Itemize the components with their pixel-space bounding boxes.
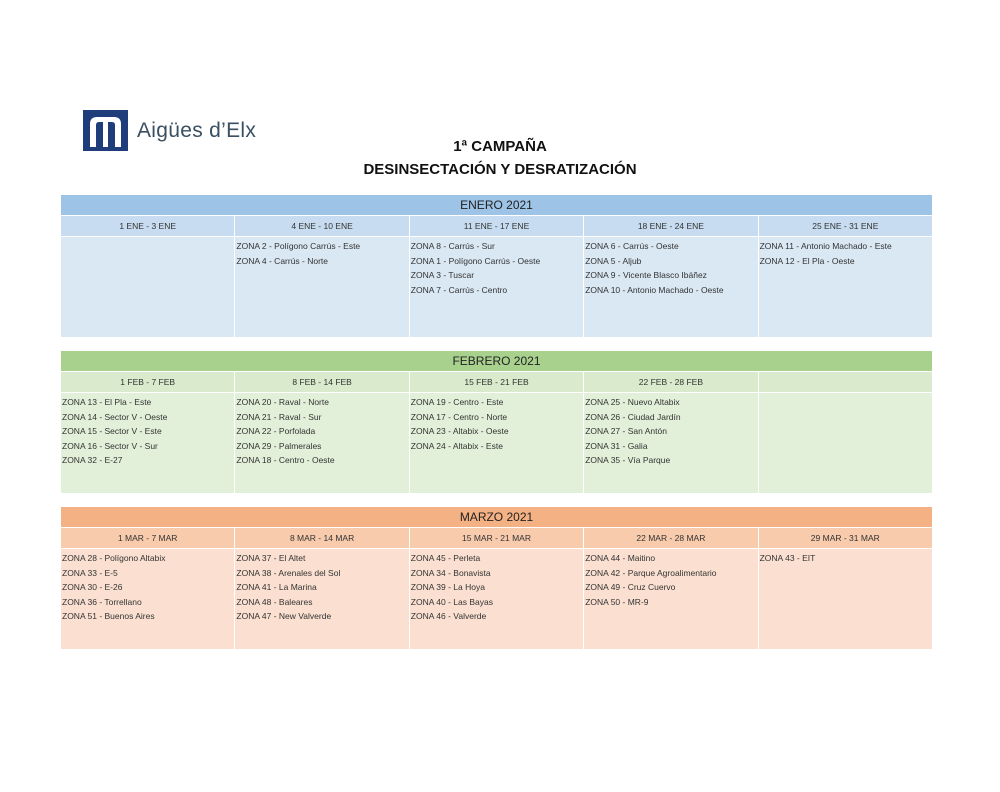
week-range: 1 ENE - 3 ENE: [61, 216, 234, 236]
zone-item: ZONA 35 - Vía Parque: [585, 455, 671, 466]
zone-item: ZONA 22 - Porfolada: [236, 426, 316, 437]
zone-row: [61, 237, 932, 337]
zone-item: ZONA 42 - Parque Agroalimentario: [585, 567, 717, 578]
week-header-row: [61, 372, 932, 392]
week-zone-list: [410, 393, 583, 493]
zone-item: ZONA 13 - El Pla - Este: [62, 397, 152, 407]
zone-item: ZONA 34 - Bonavista: [410, 567, 491, 578]
zone-item: ZONA 15 - Sector V - Este: [62, 426, 162, 437]
zone-item: ZONA 21 - Raval - Sur: [236, 411, 322, 422]
week-range: 15 FEB - 21 FEB: [410, 372, 583, 392]
zone-item: ZONA 49 - Cruz Cuervo: [585, 582, 676, 593]
week-zone-list: [759, 237, 932, 337]
zone-item: ZONA 9 - Vicente Blasco Ibáñez: [585, 270, 707, 281]
zone-item: ZONA 1 - Polígono Carrús - Oeste: [410, 255, 541, 266]
zone-item: ZONA 20 - Raval - Norte: [236, 397, 329, 407]
zone-item: ZONA 8 - Carrús - Sur: [410, 241, 495, 251]
zone-item: ZONA 48 - Baleares: [236, 596, 313, 607]
zone-item: ZONA 4 - Carrús - Norte: [236, 255, 329, 266]
zone-item: ZONA 11 - Antonio Machado - Este: [759, 241, 892, 251]
month-block-enero: [61, 195, 932, 337]
zone-item: ZONA 40 - Las Bayas: [410, 596, 493, 607]
zone-item: ZONA 24 - Altabix - Este: [410, 440, 503, 451]
zone-item: ZONA 39 - La Hoya: [410, 582, 485, 593]
campaign-title: 1ª CAMPAÑA: [453, 138, 547, 155]
week-zone-list: [759, 549, 932, 649]
zone-item: ZONA 19 - Centro - Este: [410, 397, 504, 407]
zone-row: [61, 549, 932, 649]
week-zone-list: [61, 393, 234, 493]
month-header: ENERO 2021: [61, 195, 932, 215]
zone-item: ZONA 7 - Carrús - Centro: [410, 284, 508, 295]
zone-item: ZONA 17 - Centro - Norte: [410, 411, 508, 422]
week-range: 22 MAR - 28 MAR: [584, 528, 757, 548]
zone-item: ZONA 31 - Galia: [585, 440, 648, 451]
week-range: [759, 372, 932, 392]
week-range: 15 MAR - 21 MAR: [410, 528, 583, 548]
week-zone-list: [61, 237, 234, 337]
zone-item: ZONA 36 - Torrellano: [62, 596, 142, 607]
zone-item: ZONA 6 - Carrús - Oeste: [585, 241, 679, 251]
week-zone-list: [235, 393, 408, 493]
zone-item: ZONA 16 - Sector V - Sur: [62, 440, 158, 451]
week-range: 1 FEB - 7 FEB: [61, 372, 234, 392]
month-block-marzo: [61, 507, 932, 649]
zone-item: ZONA 45 - Perleta: [410, 553, 481, 563]
zone-item: ZONA 28 - Polígono Altabix: [62, 553, 166, 563]
week-range: 18 ENE - 24 ENE: [584, 216, 757, 236]
zone-item: ZONA 38 - Arenales del Sol: [236, 567, 341, 578]
week-range: 25 ENE - 31 ENE: [759, 216, 932, 236]
zone-item: ZONA 26 - Ciudad Jardín: [585, 411, 681, 422]
zone-item: ZONA 25 - Nuevo Altabix: [585, 397, 680, 407]
week-zone-list: [410, 549, 583, 649]
zone-item: ZONA 18 - Centro - Oeste: [236, 455, 335, 466]
week-range: 22 FEB - 28 FEB: [584, 372, 757, 392]
zone-item: ZONA 30 - E-26: [62, 582, 123, 593]
week-zone-list: [235, 549, 408, 649]
zone-item: ZONA 46 - Valverde: [410, 611, 487, 622]
zone-item: ZONA 50 - MR-9: [585, 596, 649, 607]
zone-item: ZONA 44 - Maitino: [585, 553, 656, 563]
week-zone-list: [584, 549, 757, 649]
week-range: 4 ENE - 10 ENE: [235, 216, 408, 236]
week-range: 1 MAR - 7 MAR: [61, 528, 234, 548]
month-header: MARZO 2021: [61, 507, 932, 527]
zone-item: ZONA 10 - Antonio Machado - Oeste: [585, 284, 724, 295]
zone-item: ZONA 29 - Palmerales: [236, 440, 322, 451]
zone-item: ZONA 2 - Polígono Carrús - Este: [236, 241, 361, 251]
zone-item: ZONA 51 - Buenos Aires: [62, 611, 155, 622]
zone-item: ZONA 43 - EIT: [759, 553, 816, 563]
zone-item: ZONA 3 - Tuscar: [410, 270, 475, 281]
zone-row: [61, 393, 932, 493]
zone-item: ZONA 12 - El Pla - Oeste: [759, 255, 855, 266]
zone-item: ZONA 37 - El Altet: [236, 553, 306, 563]
week-zone-list: [235, 237, 408, 337]
month-header: FEBRERO 2021: [61, 351, 932, 371]
zone-item: ZONA 14 - Sector V - Oeste: [62, 411, 168, 422]
week-range: 29 MAR - 31 MAR: [759, 528, 932, 548]
zone-item: ZONA 32 - E-27: [62, 455, 123, 466]
week-zone-list: [584, 393, 757, 493]
zone-item: ZONA 47 - New Valverde: [236, 611, 332, 622]
week-range: 11 ENE - 17 ENE: [410, 216, 583, 236]
zone-item: ZONA 33 - E-5: [62, 567, 118, 578]
week-zone-list: [584, 237, 757, 337]
week-zone-list: [61, 549, 234, 649]
zone-item: ZONA 5 - Aljub: [585, 255, 642, 266]
zone-item: ZONA 23 - Altabix - Oeste: [410, 426, 509, 437]
week-zone-list: [410, 237, 583, 337]
week-range: 8 FEB - 14 FEB: [235, 372, 408, 392]
month-block-febrero: [61, 351, 932, 493]
logo-text: Aigües d’Elx: [137, 118, 257, 142]
week-zone-list: [759, 393, 932, 493]
week-range: 8 MAR - 14 MAR: [235, 528, 408, 548]
campaign-subtitle: DESINSECTACIÓN Y DESRATIZACIÓN: [363, 161, 637, 178]
zone-item: ZONA 41 - La Marina: [236, 582, 317, 593]
week-header-row: [61, 528, 932, 548]
week-header-row: [61, 216, 932, 236]
zone-item: ZONA 27 - San Antón: [585, 426, 667, 437]
